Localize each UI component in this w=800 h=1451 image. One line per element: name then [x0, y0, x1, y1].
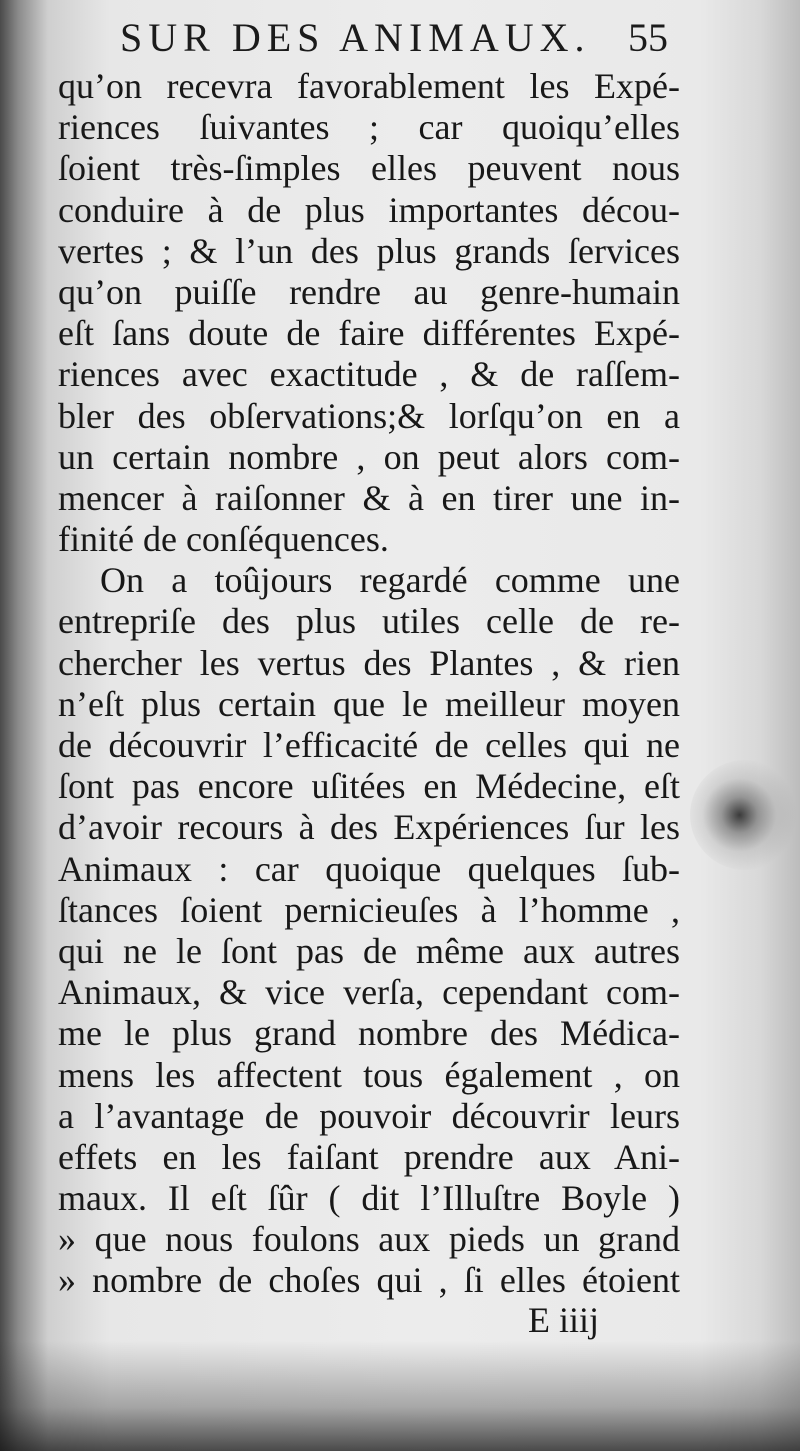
- text-line: vertes ; & l’un des plus grands ſervices: [58, 230, 680, 271]
- text-line: bler des obſervations;& lorſqu’on en a: [58, 395, 680, 436]
- ink-stain: [690, 760, 800, 870]
- text-line: effets en les faiſant prendre aux Ani-: [58, 1136, 680, 1177]
- text-line: maux. Il eſt ſûr ( dit l’Illuſtre Boyle ): [58, 1178, 680, 1219]
- text-line: ſoient très-ſimples elles peuvent nous: [58, 148, 680, 189]
- body-text: [58, 66, 680, 1302]
- text-line: entrepriſe des plus utiles celle de re-: [58, 601, 680, 642]
- running-head-text: SUR DES ANIMAUX.: [120, 15, 591, 60]
- text-line: riences ſuivantes ; car quoiqu’elles: [58, 107, 680, 148]
- running-head: [120, 14, 660, 62]
- text-line: qu’on recevra favorablement les Expé-: [58, 66, 680, 106]
- text-line: mencer à raiſonner & à en tirer une in-: [58, 477, 680, 518]
- text-line: eſt ſans doute de faire différentes Expé-: [58, 313, 680, 354]
- text-line: ſont pas encore uſitées en Médecine, eſt: [58, 766, 680, 807]
- text-line: riences avec exactitude , & de raſſem-: [58, 354, 680, 395]
- page-number: 55: [628, 15, 668, 60]
- quoted-text-line: » que nous foulons aux pieds un grand: [58, 1219, 680, 1260]
- signature-mark: E iiij: [528, 1300, 599, 1340]
- paragraph-start-line: On a toûjours regardé comme une: [100, 560, 680, 601]
- text-line: qu’on puiſſe rendre au genre-humain: [58, 271, 680, 312]
- text-line: n’eſt plus certain que le meilleur moyen: [58, 683, 680, 724]
- text-line: de découvrir l’efficacité de celles qui ne: [58, 725, 680, 765]
- text-line: me le plus grand nombre des Médica-: [58, 1013, 680, 1054]
- text-line: d’avoir recours à des Expériences ſur les: [58, 807, 680, 848]
- text-line: un certain nombre , on peut alors com-: [58, 436, 680, 477]
- text-line: Animaux, & vice verſa, cependant com-: [58, 972, 680, 1013]
- text-line: chercher les vertus des Plantes , & rien: [58, 642, 680, 683]
- text-line: ſtances ſoient pernicieuſes à l’homme ,: [58, 889, 680, 930]
- text-line: mens les affectent tous également , on: [58, 1054, 680, 1095]
- text-line: Animaux : car quoique quelques ſub-: [58, 848, 680, 889]
- text-line: conduire à de plus importantes décou-: [58, 189, 680, 230]
- text-line: qui ne le ſont pas de même aux autres: [58, 930, 680, 971]
- text-line: finité de conſéquences.: [58, 519, 389, 560]
- quoted-text-line: » nombre de choſes qui , ſi elles étoient: [58, 1260, 680, 1301]
- text-line: a l’avantage de pouvoir découvrir leurs: [58, 1095, 680, 1136]
